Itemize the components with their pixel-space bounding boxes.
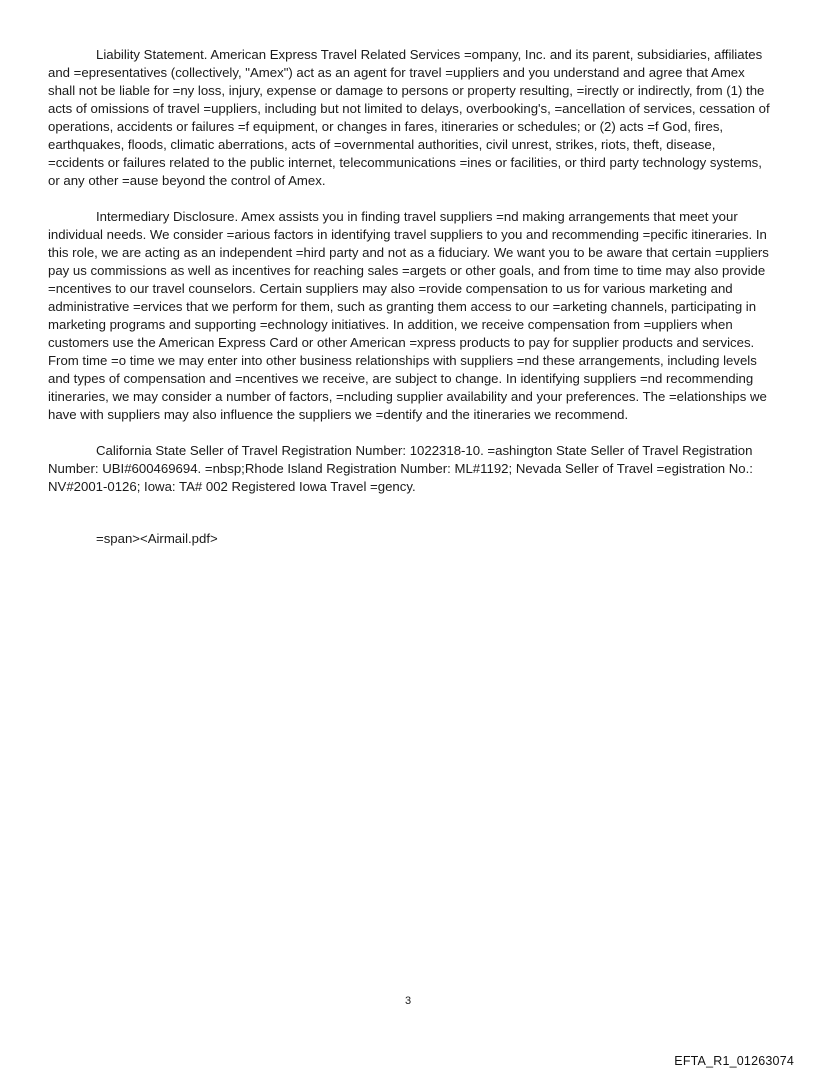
attachment-reference: =span><Airmail.pdf> — [96, 531, 218, 546]
page-number: 3 — [404, 995, 412, 1007]
intermediary-disclosure-paragraph: Intermediary Disclosure. Amex assists you in finding travel suppliers =nd making arrangements that meet your individual needs. We consider =arious factors in identifying travel suppliers to you and recommending =pecific itineraries. In this role, we are acting as an independent =hird party and not as a fiduciary. We want you to be aware that certain =uppliers pay us commissions as well as incentives for reaching sales =argets or other goals, and from time to time may also provide =ncentives to our travel counselors. Certain suppliers may also =rovide compensation to us for various marketing and administrative =ervices that we perform for them, such as granting them access to our =arketing channels, participating in marketing programs and supporting =echnology initiatives. In addition, we receive compensation from =uppliers when customers use the American Express Card or other American =xpress products to pay for supplier products and services. From time =o time we may enter into other business relationships with suppliers =nd these arrangements, including levels and types of compensation and =ncentives we receive, are subject to change. In identifying suppliers =nd recommending itineraries, we may consider a number of factors, =ncluding supplier availability and your preferences. The =elationships we have with suppliers may also influence the suppliers we =dentify and the itineraries we recommend. — [48, 209, 769, 422]
bates-number: EFTA_R1_01263074 — [674, 1054, 794, 1068]
liability-statement-paragraph: Liability Statement. American Express Travel Related Services =ompany, Inc. and its parent, subsidiaries, affiliates and =epresentatives (collectively, "Amex") act as an agent for travel =uppliers and you understand and agree that Amex shall not be liable for =ny loss, injury, expense or damage to persons or property resulting, =irectly or indirectly, from (1) the acts of omissions of travel =uppliers, including but not limited to delays, overbooking's, =ancellation of services, cessation of operations, accidents or failures =f equipment, or changes in fares, itineraries or schedules; or (2) acts =f God, fires, earthquakes, floods, climatic aberrations, acts of =overnmental authorities, civil unrest, strikes, riots, theft, disease, =ccidents or failures related to the public internet, telecommunications =ines or facilities, or third party technology systems, or any other =ause beyond the control of Amex. — [48, 47, 770, 188]
document-body — [48, 46, 770, 548]
registration-numbers-paragraph: California State Seller of Travel Registration Number: 1022318-10. =ashington State Seller of Travel Registration Number: UBI#600469694. =nbsp;Rhode Island Registration Number: ML#1192; Nevada Seller of Travel =egistration No.: NV#2001-0126; Iowa: TA# 002 Registered Iowa Travel =gency. — [48, 443, 753, 494]
